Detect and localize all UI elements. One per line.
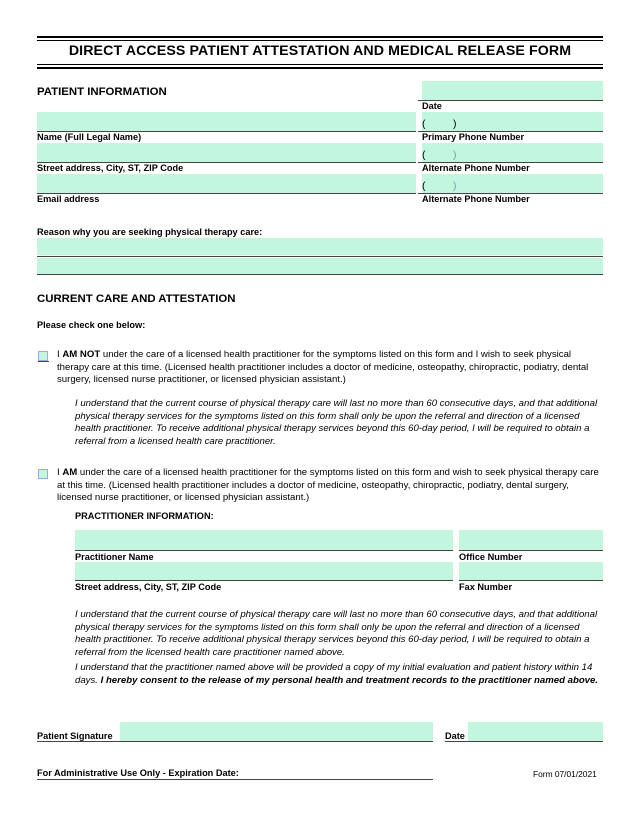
email-field[interactable] [37,174,416,193]
name-field[interactable] [37,112,416,131]
am-text: under the care of a licensed health practitioner for the symptoms listed on this form and wish to seek physical therapy care at this time. (Licensed health practitioner includes a doctor of medicine, osteopathy, chiropractic, podiatry, dental surgery, licensed nurse practitioner, or licensed physician assistant.) [57,467,599,504]
email-label: Email address [37,194,100,204]
signature-date-input[interactable] [468,723,603,742]
am-note-2 [75,662,603,687]
am-note-1: I understand that the current course of physical therapy care will last no more than 60 consecutive days, and that additional physical therapy services for the symptoms listed on this form shall only be upon the referral and direction of a licensed health practitioner. To receive additional physical therapy services beyond this 60-day period, I will be required to obtain a referral from the licensed health care practitioner named above. [75,609,598,658]
patient-signature-field[interactable] [120,722,433,741]
am-not-checkbox-underline [38,361,49,362]
current-care-heading: CURRENT CARE AND ATTESTATION [37,293,236,305]
date-input[interactable] [422,82,603,101]
am-note-2-consent: I hereby consent to the release of my personal health and treatment records to the practitioner named above. [100,674,599,686]
date-underline [418,100,603,101]
alt-phone-field-1[interactable] [422,143,603,162]
street-field[interactable] [37,143,416,162]
fax-number-input[interactable] [459,564,603,582]
am-not-text: under the care of a licensed health practitioner for the symptoms listed on this form and I wish to seek physical therapy care at this time. (Licensed health practitioner includes a doctor of medicine, osteopathy, chiropractic, podiatry, dental surgery, licensed nurse practitioner, or licensed physician assistant.) [57,349,589,386]
office-number-underline [459,550,603,551]
practitioner-street-label: Street address, City, ST, ZIP Code [75,582,222,592]
patient-signature-input[interactable] [120,723,433,742]
practitioner-street-field[interactable] [75,562,453,580]
title-rule-thin [37,64,603,65]
practitioner-street-input[interactable] [75,564,453,582]
patient-info-heading: PATIENT INFORMATION [37,86,167,98]
form-title: DIRECT ACCESS PATIENT ATTESTATION AND MEDICAL RELEASE FORM [68,43,572,59]
office-number-field[interactable] [459,530,603,550]
name-label: Name (Full Legal Name) [37,132,142,142]
reason-field-line-1[interactable] [37,238,603,255]
fax-number-label: Fax Number [459,582,513,592]
fax-number-field[interactable] [459,562,603,580]
practitioner-street-underline [75,580,453,581]
practitioner-name-label: Practitioner Name [75,552,154,562]
reason-underline-1 [37,256,603,257]
name-input[interactable] [37,113,416,132]
top-rule-thick [37,36,603,38]
practitioner-info-heading: PRACTITIONER INFORMATION: [75,511,214,521]
street-input[interactable] [37,144,416,163]
alt-phone-1-paren-open: ( [422,149,426,161]
am-not-checkbox[interactable] [38,351,48,361]
check-instruction: Please check one below: [37,320,146,330]
alt-phone-2-paren-close: ) [453,180,457,192]
fax-number-underline [459,580,603,581]
primary-phone-paren-open: ( [422,118,426,130]
signature-date-label: Date [445,731,465,741]
am-note-2-plain: I understand that the practitioner named above will be provided a copy of my initial evaluation and patient history within 14 days. [75,662,593,686]
primary-phone-field[interactable] [422,112,603,131]
am-not-emphasis: AM NOT [62,349,101,360]
alt-phone-field-2[interactable] [422,174,603,193]
primary-phone-label: Primary Phone Number [422,132,525,142]
signature-date-field[interactable] [468,722,603,741]
patient-signature-label: Patient Signature [37,731,113,741]
office-number-input[interactable] [459,531,603,551]
reason-field-line-2[interactable] [37,258,603,274]
practitioner-name-field[interactable] [75,530,453,550]
street-label: Street address, City, ST, ZIP Code [37,163,184,173]
alt-phone-1-paren-close: ) [453,149,457,161]
am-not-statement [57,349,603,387]
reason-input-1[interactable] [37,240,603,257]
alt-phone-label-1: Alternate Phone Number [422,163,530,173]
reason-label: Reason why you are seeking physical therapy care: [37,227,263,237]
patient-signature-underline [37,741,433,742]
am-statement [57,467,603,505]
alt-phone-input-2[interactable] [422,175,603,194]
date-label: Date [422,101,442,111]
primary-phone-paren-close: ) [453,118,457,130]
am-checkbox[interactable] [38,469,48,479]
reason-underline-2 [37,274,603,275]
form-version: Form 07/01/2021 [533,769,597,779]
signature-date-underline [445,741,603,742]
office-number-label: Office Number [459,552,523,562]
am-not-note: I understand that the current course of physical therapy care will last no more than 60 consecutive days, and that additional physical therapy services for the symptoms listed on this form shall only be upon the referral and direction of a licensed health practitioner. To receive additional physical therapy services beyond this 60-day period, I will be required to obtain a referral from a licensed health care practitioner. [75,398,598,447]
alt-phone-2-paren-open: ( [422,180,426,192]
alt-phone-input-1[interactable] [422,144,603,163]
primary-phone-input[interactable] [422,113,603,132]
admin-expiration-label: For Administrative Use Only - Expiration Date: [37,768,239,778]
date-field[interactable] [422,81,603,100]
am-prefix: I [57,467,63,478]
top-rule-thin [37,40,603,41]
alt-phone-label-2: Alternate Phone Number [422,194,530,204]
admin-expiration-underline [37,779,433,780]
practitioner-name-input[interactable] [75,531,453,551]
practitioner-name-underline [75,550,453,551]
title-rule-thick [37,67,603,69]
am-not-prefix: I [57,349,63,360]
email-input[interactable] [37,175,416,194]
am-emphasis: AM [62,467,78,478]
